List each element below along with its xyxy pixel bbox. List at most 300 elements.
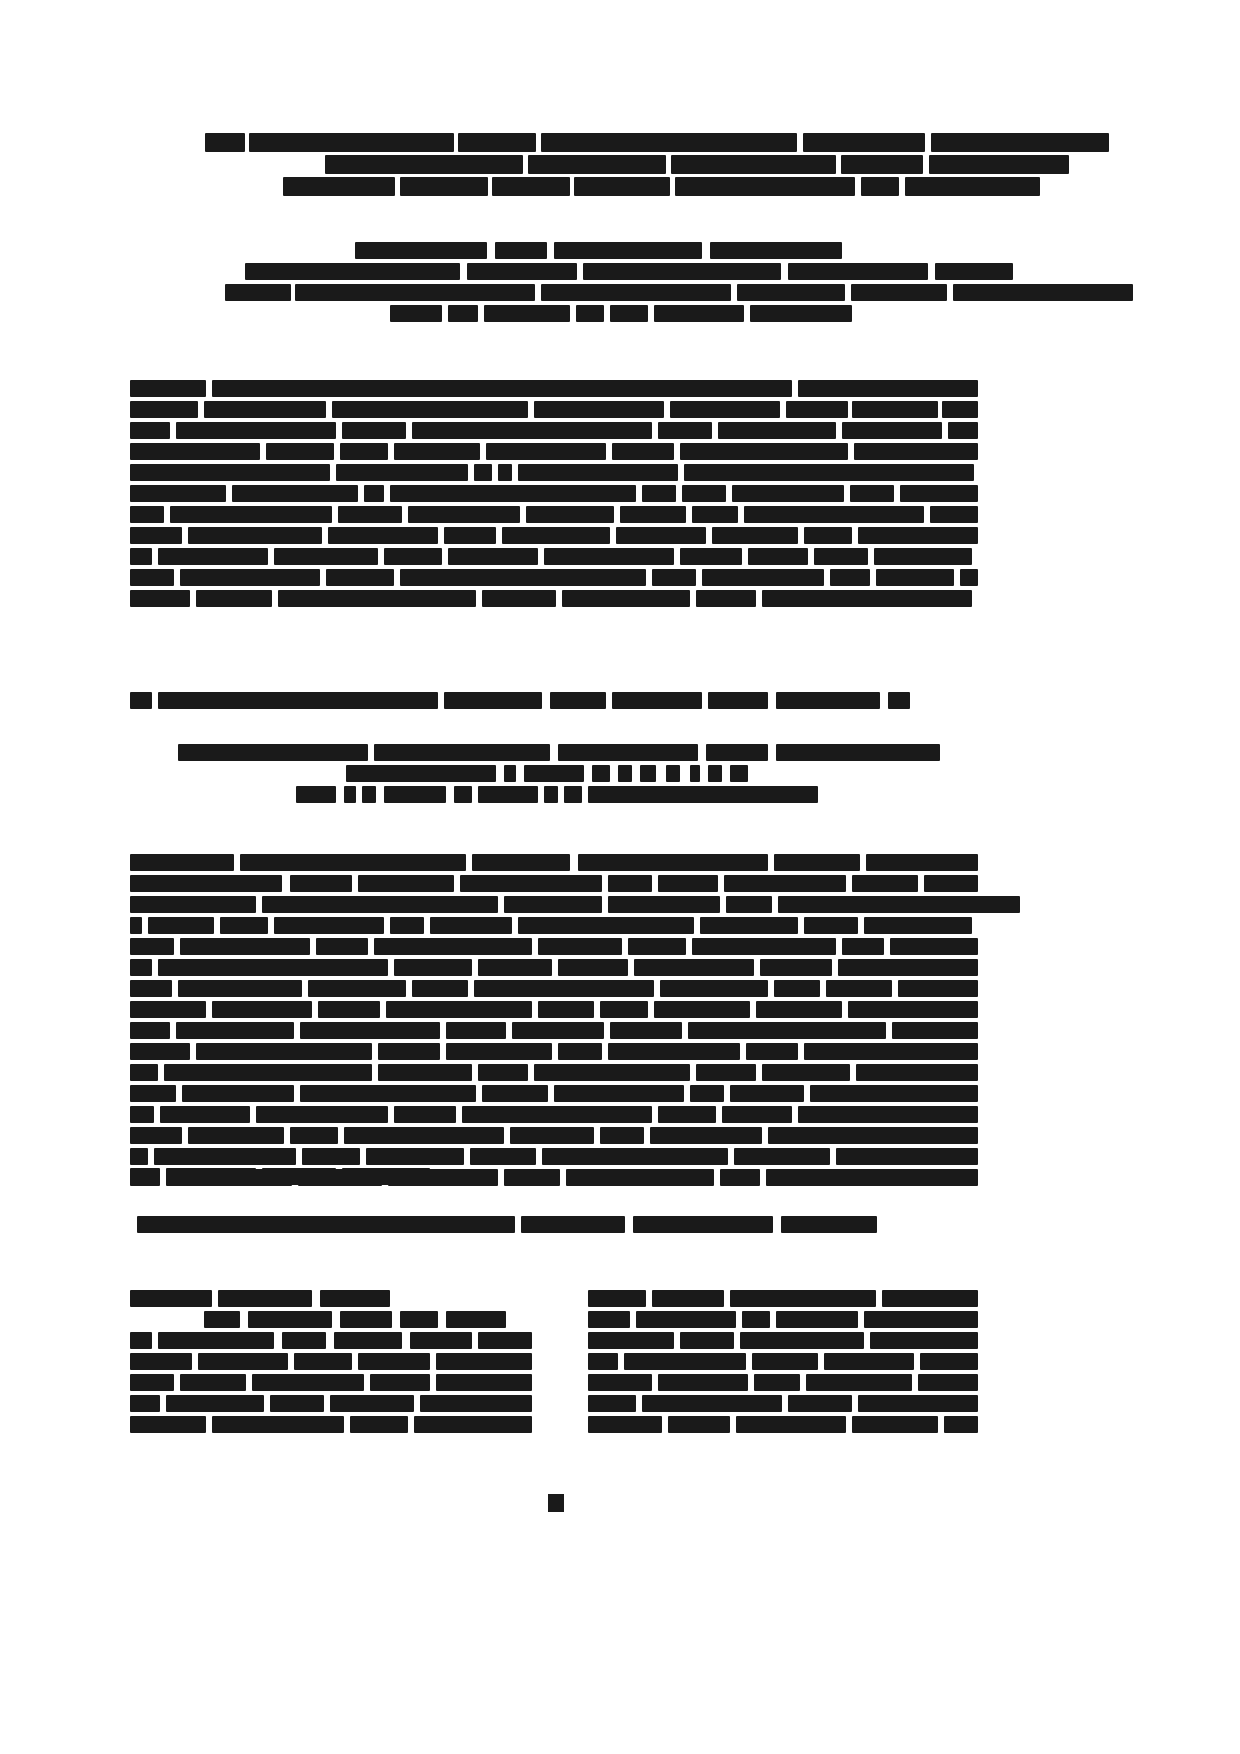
redacted-text-run <box>130 1395 160 1412</box>
redacted-text-run <box>408 506 520 523</box>
redacted-text-run <box>212 380 792 397</box>
redacted-text-run <box>929 155 1069 174</box>
redacted-text-run <box>766 1169 978 1186</box>
redacted-text-run <box>498 464 512 481</box>
redacted-text-run <box>726 896 772 913</box>
redacted-text-run <box>130 590 190 607</box>
redacted-text-run <box>675 177 855 196</box>
redacted-text-run <box>804 917 858 934</box>
redacted-text-run <box>576 305 604 322</box>
text-line <box>178 742 940 763</box>
abstract-block <box>130 378 978 609</box>
redacted-text-run <box>158 548 268 565</box>
text-line <box>130 462 978 483</box>
redacted-text-run <box>608 896 720 913</box>
redacted-text-run <box>534 1064 690 1081</box>
redacted-text-run <box>654 305 744 322</box>
text-line <box>178 784 940 805</box>
redacted-text-run <box>544 786 558 803</box>
redacted-text-run <box>130 1290 212 1307</box>
redacted-text-run <box>252 1374 364 1391</box>
redacted-text-run <box>130 527 182 544</box>
redacted-text-run <box>188 1127 284 1144</box>
redacted-text-run <box>232 485 358 502</box>
text-line <box>130 1414 534 1435</box>
redacted-text-run <box>448 548 538 565</box>
redacted-text-run <box>283 177 395 196</box>
text-line <box>130 567 978 588</box>
text-line <box>130 1393 534 1414</box>
redacted-text-run <box>448 305 478 322</box>
text-line <box>205 132 1035 154</box>
redacted-text-run <box>130 959 152 976</box>
redacted-text-run <box>658 1374 748 1391</box>
redacted-text-run <box>295 284 535 301</box>
redacted-text-run <box>620 506 686 523</box>
redacted-text-run <box>436 1374 532 1391</box>
redacted-text-run <box>336 464 468 481</box>
redacted-text-run <box>510 1127 594 1144</box>
redacted-text-run <box>205 133 245 152</box>
redacted-text-run <box>262 896 498 913</box>
redacted-text-run <box>160 1106 250 1123</box>
redacted-text-run <box>446 1022 506 1039</box>
redacted-text-run <box>130 917 142 934</box>
redacted-text-run <box>266 443 334 460</box>
redacted-text-run <box>634 959 754 976</box>
redacted-text-run <box>682 485 726 502</box>
redacted-text-run <box>608 1043 740 1060</box>
redacted-text-run <box>786 401 848 418</box>
redacted-text-run <box>666 765 680 782</box>
redacted-text-run <box>180 938 310 955</box>
redacted-text-run <box>858 1395 978 1412</box>
redacted-text-run <box>414 1416 532 1433</box>
redacted-text-run <box>600 1127 644 1144</box>
redacted-text-run <box>892 1022 978 1039</box>
redacted-text-run <box>436 1353 532 1370</box>
redacted-text-run <box>692 938 836 955</box>
redacted-text-run <box>918 1374 978 1391</box>
redacted-text-run <box>534 401 664 418</box>
redacted-text-run <box>841 155 923 174</box>
redacted-text-run <box>130 1168 160 1185</box>
redacted-text-run <box>636 1311 736 1328</box>
redacted-text-run <box>130 1106 154 1123</box>
redacted-text-run <box>458 133 536 152</box>
redacted-text-run <box>628 938 686 955</box>
redacted-text-run <box>642 1395 782 1412</box>
redacted-text-run <box>180 1374 246 1391</box>
redacted-text-run <box>730 1290 876 1307</box>
redacted-text-run <box>444 527 496 544</box>
redacted-text-run <box>542 1148 728 1165</box>
redacted-text-run <box>130 506 164 523</box>
redacted-text-run <box>842 422 942 439</box>
redacted-text-run <box>544 548 674 565</box>
text-line <box>225 261 1005 282</box>
redacted-text-run <box>446 1311 506 1328</box>
redacted-text-run <box>642 485 676 502</box>
redacted-text-run <box>736 1416 846 1433</box>
redacted-text-run <box>344 1127 504 1144</box>
redacted-text-run <box>558 1043 602 1060</box>
redacted-text-run <box>130 896 256 913</box>
text-line <box>130 525 978 546</box>
redacted-text-run <box>564 786 582 803</box>
redacted-text-run <box>370 1374 430 1391</box>
redacted-text-run <box>861 177 899 196</box>
redacted-text-run <box>178 744 368 761</box>
redacted-text-run <box>478 1332 532 1349</box>
redacted-text-run <box>384 786 446 803</box>
redacted-text-run <box>328 527 438 544</box>
redacted-text-run <box>180 569 320 586</box>
redacted-text-run <box>830 569 870 586</box>
redacted-text-run <box>612 692 702 709</box>
text-line <box>130 483 978 504</box>
redacted-text-run <box>444 692 542 709</box>
title-block <box>205 132 1035 198</box>
redacted-text-run <box>874 548 972 565</box>
redacted-text-run <box>130 1001 206 1018</box>
redacted-text-run <box>842 938 884 955</box>
redacted-text-run <box>158 959 388 976</box>
redacted-text-run <box>744 506 924 523</box>
redacted-text-run <box>866 854 978 871</box>
text-line <box>588 1309 978 1330</box>
redacted-text-run <box>696 590 756 607</box>
redacted-text-run <box>562 590 690 607</box>
redacted-text-run <box>130 1022 170 1039</box>
redacted-text-run <box>130 1353 192 1370</box>
redacted-text-run <box>688 1022 886 1039</box>
redacted-text-run <box>762 590 972 607</box>
text-line <box>205 154 1035 176</box>
text-line <box>130 1330 534 1351</box>
text-line <box>588 1393 978 1414</box>
redacted-text-run <box>390 485 636 502</box>
redacted-text-run <box>308 980 406 997</box>
redacted-text-run <box>541 133 797 152</box>
redacted-text-run <box>610 305 648 322</box>
redacted-text-run <box>400 177 488 196</box>
redacted-text-run <box>658 422 712 439</box>
redacted-text-run <box>608 875 652 892</box>
redacted-text-run <box>722 1106 792 1123</box>
redacted-text-run <box>325 155 523 174</box>
redacted-text-run <box>558 959 628 976</box>
redacted-text-run <box>130 1043 190 1060</box>
redacted-text-run <box>774 980 820 997</box>
redacted-text-run <box>706 744 768 761</box>
redacted-text-run <box>274 548 378 565</box>
redacted-text-run <box>633 1216 773 1233</box>
redacted-text-run <box>170 506 332 523</box>
redacted-text-run <box>344 786 356 803</box>
redacted-text-run <box>776 692 880 709</box>
redacted-text-run <box>870 1332 978 1349</box>
redacted-text-run <box>798 380 978 397</box>
redacted-text-run <box>588 1290 646 1307</box>
redacted-text-run <box>882 1290 978 1307</box>
redacted-text-run <box>624 1353 746 1370</box>
redacted-text-run <box>364 485 384 502</box>
text-line <box>130 1351 534 1372</box>
redacted-text-run <box>270 1395 324 1412</box>
redacted-text-run <box>472 854 570 871</box>
redacted-text-run <box>654 1001 750 1018</box>
redacted-text-run <box>774 854 860 871</box>
text-line <box>225 303 1005 324</box>
redacted-text-run <box>400 1311 438 1328</box>
redacted-text-run <box>888 692 910 709</box>
text-line <box>130 957 978 978</box>
redacted-text-run <box>680 548 742 565</box>
redacted-text-run <box>806 1374 912 1391</box>
redacted-text-run <box>890 938 978 955</box>
text-line <box>205 176 1035 198</box>
redacted-text-run <box>320 1290 390 1307</box>
text-line <box>130 420 978 441</box>
redacted-text-run <box>730 1085 804 1102</box>
redacted-text-run <box>340 443 388 460</box>
redacted-text-run <box>130 692 152 709</box>
redacted-text-run <box>708 692 768 709</box>
redacted-text-run <box>467 263 577 280</box>
redacted-text-run <box>798 1106 978 1123</box>
text-line <box>225 282 1005 303</box>
redacted-text-run <box>355 242 487 259</box>
redacted-text-run <box>154 1148 296 1165</box>
redacted-text-run <box>718 422 836 439</box>
redacted-text-run <box>588 1395 636 1412</box>
redacted-text-run <box>856 1064 978 1081</box>
redacted-text-run <box>905 177 1040 196</box>
redacted-text-run <box>616 527 706 544</box>
text-line <box>130 1041 978 1062</box>
redacted-text-run <box>858 527 978 544</box>
redacted-text-run <box>690 1085 724 1102</box>
redacted-text-run <box>420 1395 532 1412</box>
redacted-text-run <box>588 1374 652 1391</box>
redacted-text-run <box>130 485 226 502</box>
redacted-text-run <box>148 917 214 934</box>
redacted-text-run <box>788 1395 852 1412</box>
redacted-text-run <box>944 1416 978 1433</box>
redacted-text-run <box>330 1395 414 1412</box>
redacted-text-run <box>804 1043 978 1060</box>
text-line <box>130 1083 978 1104</box>
text-line <box>130 873 978 894</box>
redacted-text-run <box>390 305 442 322</box>
redacted-text-run <box>394 959 472 976</box>
redacted-text-run <box>924 875 978 892</box>
redacted-text-run <box>538 1001 594 1018</box>
redacted-text-run <box>482 1085 548 1102</box>
redacted-text-run <box>804 527 852 544</box>
text-line <box>130 1104 978 1125</box>
redacted-text-run <box>854 443 978 460</box>
text-line <box>130 936 978 957</box>
text-line <box>130 441 978 462</box>
redacted-text-run <box>474 464 492 481</box>
redacted-text-run <box>518 917 694 934</box>
text-line <box>130 1146 978 1167</box>
redacted-text-run <box>412 980 468 997</box>
redacted-text-run <box>692 506 738 523</box>
redacted-text-run <box>204 1311 240 1328</box>
redacted-text-run <box>384 548 442 565</box>
redacted-text-run <box>658 875 718 892</box>
redacted-text-run <box>430 917 512 934</box>
redacted-text-run <box>460 875 602 892</box>
redacted-text-run <box>730 765 748 782</box>
text-line <box>130 588 978 609</box>
text-line <box>588 1330 978 1351</box>
redacted-text-run <box>948 422 978 439</box>
redacted-text-run <box>249 133 454 152</box>
redacted-text-run <box>240 854 466 871</box>
redacted-text-run <box>848 1001 978 1018</box>
redacted-text-run <box>350 1416 408 1433</box>
text-line <box>130 1125 978 1146</box>
redacted-text-run <box>220 917 268 934</box>
redacted-text-run <box>851 284 947 301</box>
text-line <box>130 1372 534 1393</box>
redacted-text-run <box>566 1169 714 1186</box>
redacted-text-run <box>708 765 722 782</box>
redacted-text-run <box>650 1127 762 1144</box>
redacted-text-run <box>130 980 172 997</box>
redacted-text-run <box>724 875 846 892</box>
redacted-text-run <box>358 875 454 892</box>
text-line <box>588 1414 978 1435</box>
redacted-text-run <box>612 443 674 460</box>
text-line <box>130 1288 534 1309</box>
redacted-text-run <box>558 744 698 761</box>
redacted-text-run <box>838 959 978 976</box>
redacted-text-run <box>340 1311 392 1328</box>
redacted-text-run <box>300 1022 440 1039</box>
redacted-text-run <box>512 1022 604 1039</box>
redacted-text-run <box>810 1085 978 1102</box>
text-line <box>130 546 978 567</box>
redacted-text-run <box>486 443 606 460</box>
redacted-text-run <box>776 744 940 761</box>
redacted-text-run <box>332 401 528 418</box>
redacted-text-run <box>182 1085 294 1102</box>
text-line <box>130 399 978 420</box>
redacted-text-run <box>502 527 610 544</box>
redacted-text-run <box>876 569 954 586</box>
redacted-text-run <box>166 1168 256 1185</box>
redacted-text-run <box>212 1001 312 1018</box>
redacted-text-run <box>504 896 602 913</box>
redacted-text-run <box>690 765 700 782</box>
redacted-text-run <box>680 1332 734 1349</box>
redacted-text-run <box>300 1085 476 1102</box>
redacted-text-run <box>378 1064 472 1081</box>
redacted-text-run <box>290 875 352 892</box>
keywords-block <box>178 742 940 805</box>
redacted-text-run <box>412 422 652 439</box>
redacted-text-run <box>554 242 702 259</box>
text-line <box>130 894 978 915</box>
redacted-text-run <box>720 1169 760 1186</box>
redacted-text-run <box>588 1332 674 1349</box>
redacted-text-run <box>410 1332 472 1349</box>
redacted-text-run <box>750 305 852 322</box>
redacted-text-run <box>518 464 678 481</box>
redacted-text-run <box>225 284 291 301</box>
redacted-text-run <box>294 1353 352 1370</box>
redacted-text-run <box>781 1216 877 1233</box>
text-line <box>588 1288 978 1309</box>
redacted-text-run <box>521 1216 625 1233</box>
text-line <box>225 240 1005 261</box>
redacted-text-run <box>960 569 978 586</box>
redacted-text-run <box>278 590 476 607</box>
text-line <box>130 999 978 1020</box>
redacted-text-run <box>130 569 174 586</box>
redacted-text-run <box>342 1168 430 1185</box>
redacted-text-run <box>338 506 402 523</box>
redacted-text-run <box>538 938 622 955</box>
redacted-text-run <box>245 263 460 280</box>
redacted-text-run <box>495 242 547 259</box>
redacted-text-run <box>803 133 925 152</box>
redacted-text-run <box>130 401 198 418</box>
redacted-text-run <box>374 938 532 955</box>
redacted-text-run <box>732 485 844 502</box>
redacted-text-run <box>742 1311 770 1328</box>
redacted-text-run <box>470 1148 536 1165</box>
redacted-text-run <box>130 1416 206 1433</box>
text-line <box>130 1020 978 1041</box>
redacted-text-run <box>618 765 632 782</box>
body-paragraph-one <box>130 852 978 1188</box>
redacted-text-run <box>864 917 972 934</box>
text-line <box>130 378 978 399</box>
redacted-text-run <box>218 1290 312 1307</box>
redacted-text-run <box>658 1106 716 1123</box>
redacted-text-run <box>898 980 978 997</box>
redacted-text-run <box>814 548 868 565</box>
redacted-text-run <box>762 1064 850 1081</box>
right-column-paragraph <box>588 1288 978 1435</box>
redacted-text-run <box>588 786 818 803</box>
redacted-text-run <box>776 1311 858 1328</box>
redacted-text-run <box>778 896 1020 913</box>
redacted-text-run <box>158 692 438 709</box>
redacted-text-run <box>462 1106 652 1123</box>
redacted-text-run <box>130 464 330 481</box>
redacted-text-run <box>920 1353 978 1370</box>
redacted-text-run <box>942 401 978 418</box>
redacted-text-run <box>712 527 798 544</box>
redacted-text-run <box>188 527 322 544</box>
author-block <box>225 240 1005 324</box>
redacted-text-run <box>130 1332 152 1349</box>
redacted-text-run <box>164 1064 372 1081</box>
redacted-text-run <box>574 177 670 196</box>
redacted-text-run <box>600 1001 648 1018</box>
redacted-text-run <box>935 263 1013 280</box>
abstract-last-line <box>130 690 910 711</box>
redacted-text-run <box>852 875 918 892</box>
redacted-text-run <box>524 765 584 782</box>
